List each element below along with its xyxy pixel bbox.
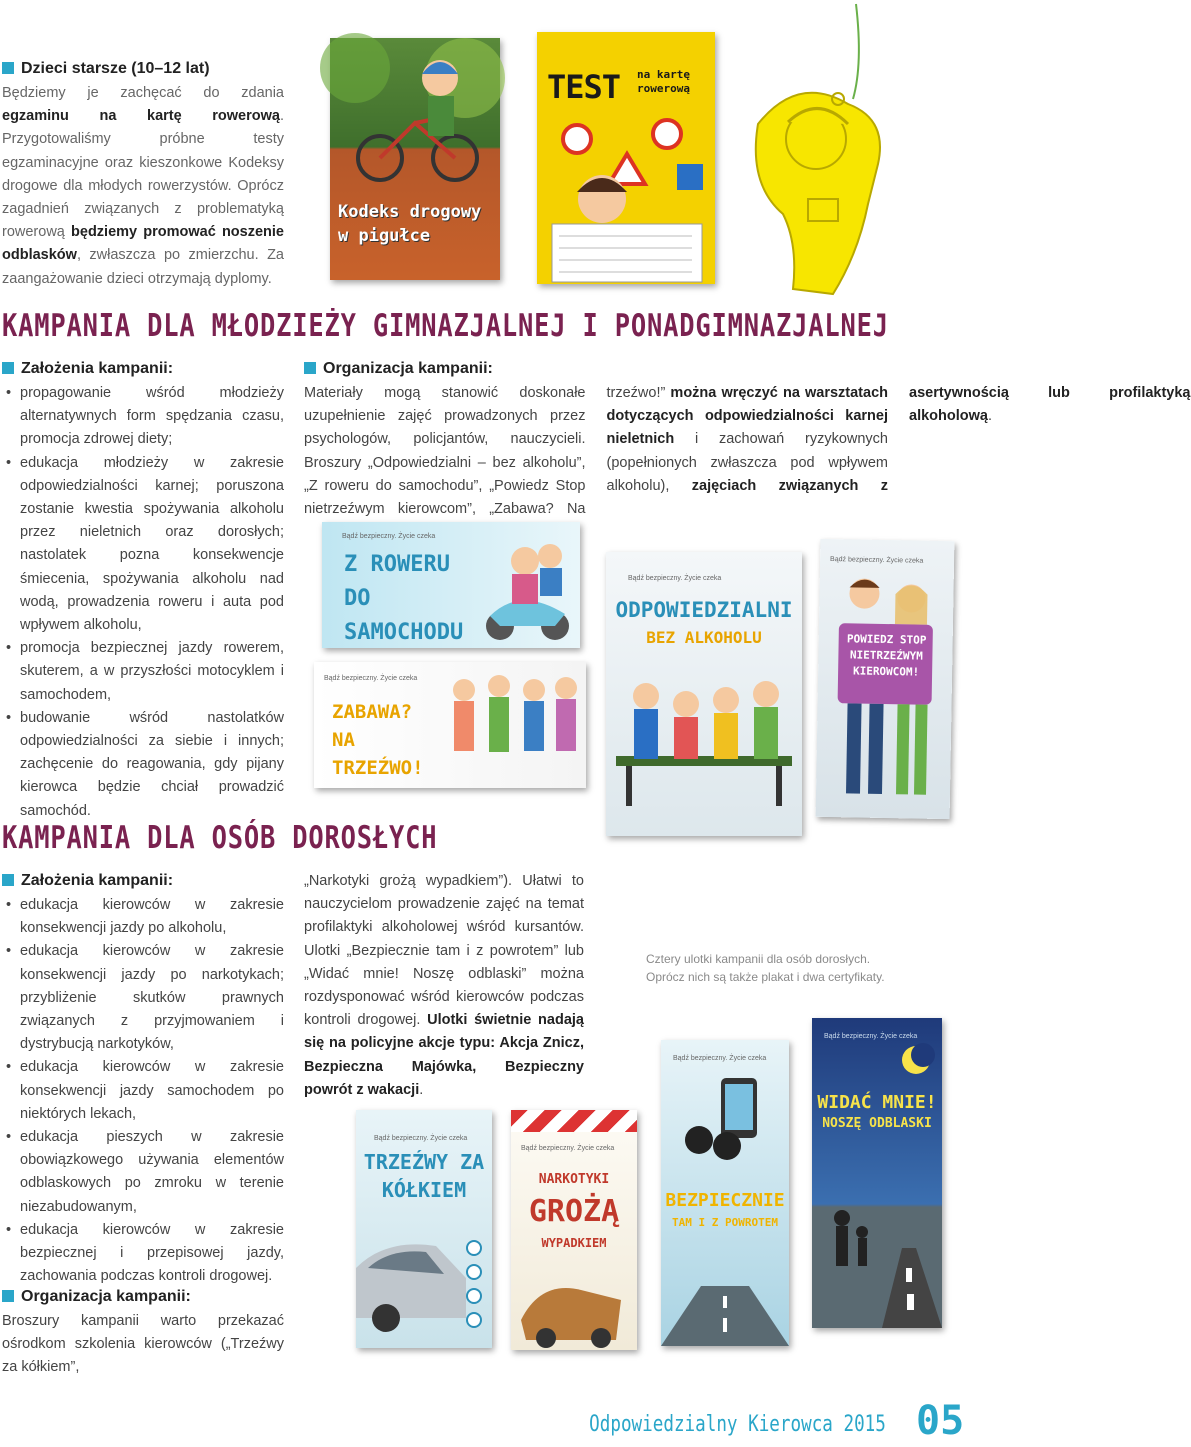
square-bullet-icon: [2, 1290, 14, 1302]
groza-title: GROŻĄ: [528, 1194, 620, 1229]
odpowiedzialni-title: ODPOWIEDZIALNI: [615, 598, 793, 622]
adults-organization: [2, 1286, 284, 1308]
list-item: • edukacja kierowców w zakresie konsekwencji jazdy samochodem po niektórych lekach,: [2, 1056, 284, 1126]
series-label: Bądź bezpieczny. Życie czeka: [324, 675, 418, 682]
widac-mnie-cover: [812, 1018, 942, 1328]
cyclist-illustration: [330, 38, 500, 188]
youth-bullet-list: [2, 382, 284, 823]
wypadkiem-title: WYPADKIEM: [541, 1236, 607, 1250]
bez-alkoholu-title: BEZ ALKOHOLU: [646, 628, 762, 647]
test-cover: [537, 32, 715, 284]
adults-org-text-part1: Broszury kampanii warto przekazać ośrodkom szkolenia kierowców („Trzeźwy za kółkiem”,: [2, 1313, 284, 1376]
road-signs-illustration: [537, 114, 715, 284]
square-bullet-icon: [2, 874, 14, 886]
kids-section: [2, 58, 284, 291]
z-roweru-title: Z ROWERU DO SAMOCHODU: [344, 552, 464, 645]
adults-bullet-list: [2, 894, 284, 1288]
page-number: 05: [916, 1398, 965, 1444]
youth-assumptions-heading: Założenia kampanii:: [2, 358, 284, 380]
warning-stripe: [511, 1110, 637, 1132]
walkers-illustration: [812, 1198, 942, 1328]
list-item: • propagowanie wśród młodzieży alternatywnych form spędzania czasu, promocja zdrowej diety;: [2, 382, 284, 452]
adults-banner: KAMPANIA DLA OSÓB DOROSŁYCH: [2, 820, 438, 856]
youth-org-text: Materiały mogą stanowić doskonałe uzupełnienie zajęć prowadzonych przez psychologów, policjantów, nauczycieli. Broszury „Odpowiedzialni – bez alkoholu”, „Z roweru do samochodu”, „Powiedz Stop nietrzeźwym kierowcom”, „Zabawa? Na trzeźwo!” można wręczyć na warsztatach dotyczących odpowiedzialności karnej nieletnich i zachowań ryzykownych (popełnionych zwłaszcza pod wpływem alkoholu), zajęciach związanych z asertywnością lub profilaktyką alkoholową.: [304, 385, 1191, 518]
bezpiecznie-cover: [661, 1040, 789, 1346]
tam-i-z-powrotem-title: TAM I Z POWROTEM: [672, 1216, 778, 1229]
adults-assumptions: [2, 870, 284, 1288]
series-label: Bądź bezpieczny. Życie czeka: [673, 1055, 767, 1062]
bezpiecznie-title: BEZPIECZNIE: [665, 1190, 785, 1211]
trzezwy-title: TRZEŹWY ZA KÓŁKIEM: [363, 1150, 485, 1202]
youth-banner: KAMPANIA DLA MŁODZIEŻY GIMNAZJALNEJ I PONADGIMNAZJALNEJ: [2, 308, 889, 344]
series-label: Bądź bezpieczny. Życie czeka: [824, 1033, 918, 1040]
reflector-boy-illustration: [738, 4, 908, 304]
list-item: • edukacja młodzieży w zakresie odpowiedzialności karnej; poruszona zostanie kwestia spożywania alkoholu przez nieletnich oraz dorosłych; nastolatek pozna konsekwencje śmiecenia, spożywania alkoholu nad wodą, prowadzenia roweru i auta pod wpływem alkoholu,: [2, 452, 284, 638]
narkotyki-cover: [511, 1110, 637, 1350]
adults-assumptions-heading: Założenia kampanii:: [2, 870, 284, 892]
powiedz-stop-cover: [816, 539, 955, 819]
list-item: • edukacja kierowców w zakresie konsekwencji jazdy po alkoholu,: [2, 894, 284, 940]
test-title: TEST: [547, 68, 621, 106]
square-bullet-icon: [304, 362, 316, 374]
car-illustration: [356, 1228, 492, 1348]
adults-org-heading: Organizacja kampanii:: [2, 1286, 284, 1308]
youth-organization: [304, 358, 584, 380]
series-label: Bądź bezpieczny. Życie czeka: [830, 556, 924, 565]
list-item: • edukacja kierowców w zakresie bezpiecznej i przepisowej jazdy, zachowania podczas kontroli drogowej.: [2, 1219, 284, 1289]
powiedz-stop-title: POWIEDZ STOP NIETRZEŹWYM KIEROWCOM!: [846, 632, 927, 679]
nosze-odblaski-title: NOSZĘ ODBLASKI: [822, 1116, 932, 1131]
list-item: • budowanie wśród nastolatków odpowiedzialności za siebie i innych; zachęcenie do reagowania, gdy pijany kierowca będzie chciał prowadzić samochód.: [2, 707, 284, 823]
odpowiedzialni-cover: [606, 552, 802, 836]
widac-mnie-title: WIDAĆ MNIE!: [817, 1092, 937, 1113]
adults-org-text-part2: „Narkotyki grożą wypadkiem”). Ułatwi to nauczycielom prowadzenie zajęć na temat profilaktyki alkoholowej wśród kursantów. Ulotki „Bezpiecznie tam i z powrotem” lub „Widać mnie! Noszę odblaski” można rozdysponować wśród kierowców podczas kontroli drogowej. Ulotki świetnie nadają się na policyjne akcje typu: Akcja Znicz, Bezpieczna Majówka, Bezpieczny powrót z wakacji.: [304, 873, 584, 1098]
kodeks-cover: [330, 38, 500, 280]
scooter-illustration: [470, 526, 580, 646]
couple-illustration: [816, 563, 954, 815]
square-bullet-icon: [2, 62, 14, 74]
footer-title: Odpowiedzialny Kierowca 2015: [589, 1412, 886, 1437]
kids-paragraph: Będziemy je zachęcać do zdania egzaminu na kartę rowerową. Przygotowaliśmy próbne testy egzaminacyjne oraz kieszonkowe Kodeksy drogowe dla młodych rowerzystów. Oprócz zagadnień związanych z problematyką rowerową będziemy promować noszenie odblasków, zwłaszcza po zmierzchu. Za zaangażowanie dzieci otrzymają dyplomy.: [2, 85, 284, 287]
narkotyki-title: NARKOTYKI: [538, 1172, 610, 1187]
list-item: • edukacja pieszych w zakresie obowiązkowego używania elementów odblaskowych po zmroku w terenie niezabudowanym,: [2, 1126, 284, 1219]
kids-heading: Dzieci starsze (10–12 lat): [2, 58, 284, 80]
series-label: Bądź bezpieczny. Życie czeka: [521, 1145, 615, 1152]
test-subtitle: na kartę rowerową: [637, 68, 690, 95]
trzezwy-cover: [356, 1110, 492, 1348]
zabawa-cover: [314, 662, 586, 788]
square-bullet-icon: [2, 362, 14, 374]
list-item: • edukacja kierowców w zakresie konsekwencji jazdy po narkotykach; przybliżenie skutków prawnych związanych z przyjmowaniem i dystrybucją narkotyków,: [2, 940, 284, 1056]
youth-org-heading: Organizacja kampanii:: [304, 358, 584, 380]
series-label: Bądź bezpieczny. Życie czeka: [374, 1135, 468, 1142]
moon-icon: [896, 1040, 936, 1080]
wrecked-car-illustration: [511, 1260, 637, 1350]
list-item: • promocja bezpiecznej jazdy rowerem, skuterem, a w przyszłości motocyklem i samochodem,: [2, 637, 284, 707]
series-label: Bądź bezpieczny. Życie czeka: [342, 533, 436, 540]
road-illustration: [661, 1256, 789, 1346]
youth-assumptions: [2, 358, 284, 823]
adults-caption: Cztery ulotki kampanii dla osób dorosłych. Oprócz nich są także plakat i dwa certyfikaty.: [646, 952, 885, 984]
teens-illustration: [434, 668, 584, 788]
series-label: Bądź bezpieczny. Życie czeka: [628, 575, 722, 582]
zabawa-title: ZABAWA? NA TRZEŹWO!: [332, 701, 424, 779]
bench-teens-illustration: [606, 656, 802, 836]
z-roweru-cover: [322, 522, 580, 648]
phone-binoculars-illustration: [661, 1070, 789, 1170]
kodeks-title: Kodeks drogowy w pigułce: [338, 202, 482, 246]
